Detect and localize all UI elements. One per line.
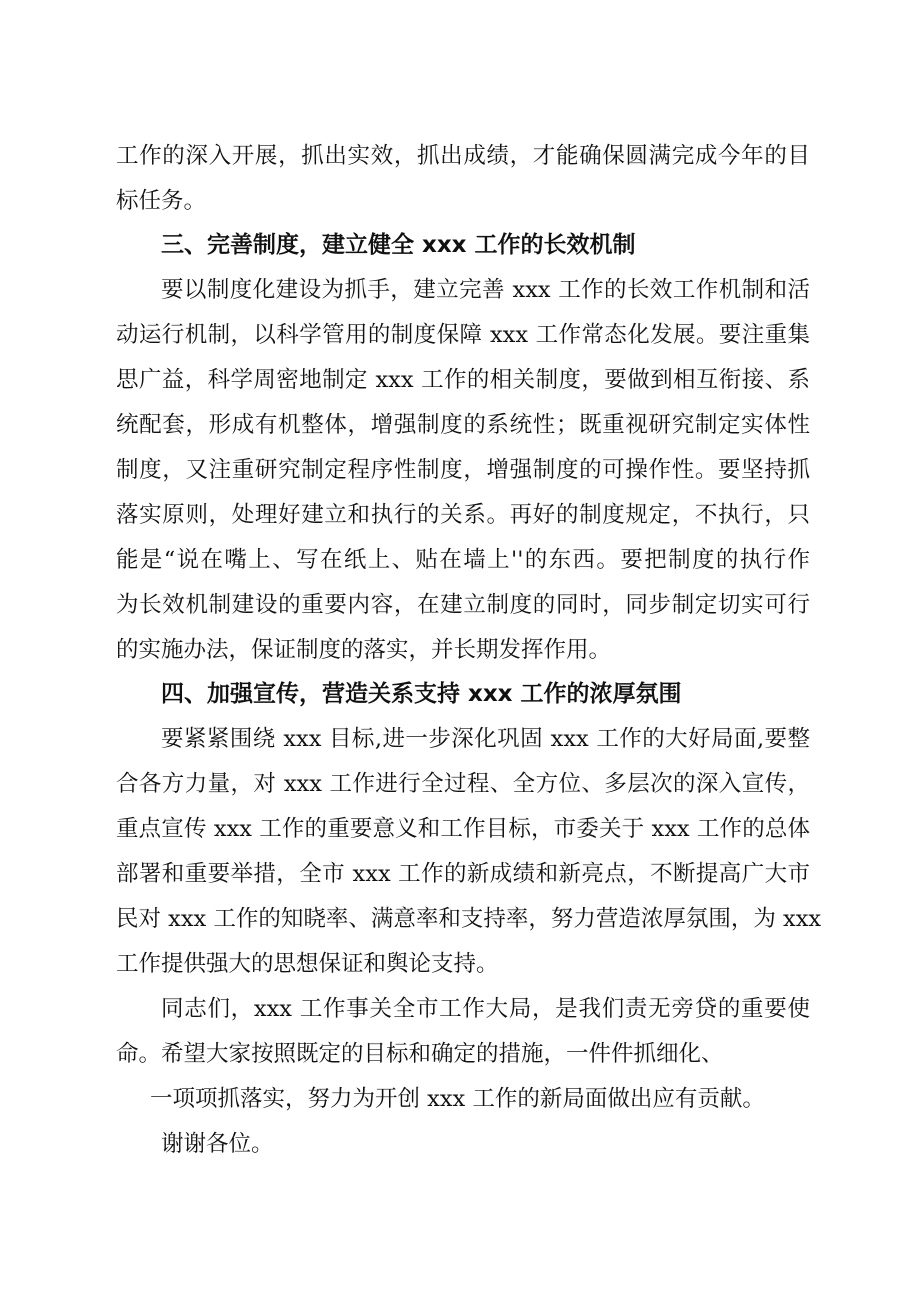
section-4-line-5: 民对 xxx 工作的知晓率、满意率和支持率，努力营造浓厚氛围，为 xxx — [116, 906, 822, 932]
intro-line-1: 工作的深入开展，抓出实效，抓出成绩，才能确保圆满完成今年的目 — [116, 143, 810, 169]
section-3-line-1: 要以制度化建设为抓手，建立完善 xxx 工作的长效工作机制和活 — [161, 277, 810, 303]
intro-line-2: 标任务。 — [116, 188, 207, 214]
section-4-line-4: 部署和重要举措，全市 xxx 工作的新成绩和新亮点，不断提高广大市 — [116, 861, 810, 887]
section-3-line-6: 落实原则，处理好建立和执行的关系。再好的制度规定，不执行，只 — [116, 502, 810, 528]
section-3-line-3: 思广益，科学周密地制定 xxx 工作的相关制度，要做到相互衔接、系 — [116, 367, 810, 393]
closing-line-2: 命。希望大家按照既定的目标和确定的措施，一件件抓细化、 — [116, 1041, 724, 1067]
section-4-line-1: 要紧紧围绕 xxx 目标,进一步深化巩固 xxx 工作的大好局面,要整 — [161, 726, 810, 752]
section-4-heading: 四、加强宣传，营造关系支持 xxx 工作的浓厚氛围 — [161, 681, 682, 707]
closing-line-3: 一项项抓落实，努力为开创 xxx 工作的新局面做出应有贡献。 — [150, 1086, 765, 1112]
thanks-line: 谢谢各位。 — [161, 1131, 274, 1157]
section-3-line-4: 统配套，形成有机整体，增强制度的系统性；既重视研究制定实体性 — [116, 412, 810, 438]
section-4-line-3: 重点宣传 xxx 工作的重要意义和工作目标，市委关于 xxx 工作的总体 — [116, 816, 810, 842]
section-4-line-2: 合各方力量，对 xxx 工作进行全过程、全方位、多层次的深入宣传， — [116, 771, 810, 797]
section-3-line-9: 的实施办法，保证制度的落实，并长期发挥作用。 — [116, 637, 612, 663]
section-3-line-5: 制度，又注重研究制定程序性制度，增强制度的可操作性。要坚持抓 — [116, 457, 810, 483]
section-3-line-2: 动运行机制，以科学管用的制度保障 xxx 工作常态化发展。要注重集 — [116, 322, 810, 348]
section-4-line-6: 工作提供强大的思想保证和舆论支持。 — [116, 951, 499, 977]
section-3-heading: 三、完善制度，建立健全 xxx 工作的长效机制 — [161, 232, 636, 258]
section-3-line-8: 为长效机制建设的重要内容，在建立制度的同时，同步制定切实可行 — [116, 592, 810, 618]
section-3-line-7: 能是“说在嘴上、写在纸上、贴在墙上''的东西。要把制度的执行作 — [116, 547, 810, 573]
closing-line-1: 同志们，xxx 工作事关全市工作大局，是我们责无旁贷的重要使 — [161, 996, 810, 1022]
